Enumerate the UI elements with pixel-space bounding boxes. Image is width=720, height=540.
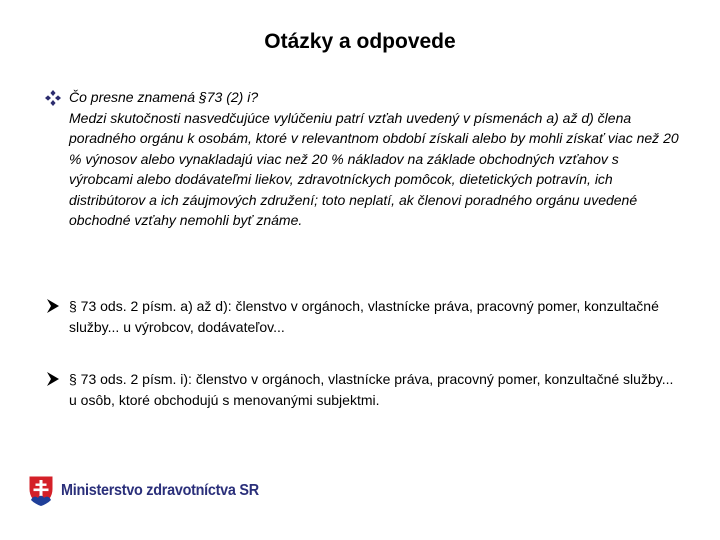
- list-item-text: § 73 ods. 2 písm. i): členstvo v orgánoch, vlastnícke práva, pracovný pomer, konzultačné služby... u osôb, ktoré obchodujú s menovanými subjektmi.: [69, 371, 674, 408]
- slovak-coat-of-arms-icon: [28, 475, 54, 507]
- ministry-name: Ministerstvo zdravotníctva SR: [61, 482, 259, 499]
- list-item: [44, 296, 684, 337]
- list-item: [44, 369, 684, 410]
- diamond-quad-bullet-icon: [44, 89, 62, 107]
- question-text: Čo presne znamená §73 (2) i?: [69, 89, 259, 105]
- list-item-text: § 73 ods. 2 písm. a) až d): členstvo v orgánoch, vlastnícke práva, pracovný pomer, konzultačné služby... u výrobcov, dodávateľov...: [69, 298, 659, 335]
- arrow-right-bullet-icon: [44, 297, 62, 315]
- answer-text: Medzi skutočnosti nasvedčujúce vylúčeniu patrí vzťah uvedený v písmenách a) až d) člena poradného orgánu k osobám, ktoré v relevantnom období získali alebo by mohli získať viac než 20 % výnosov alebo vynakladajú viac než 20 % nákladov na základe obchodných vzťahov s výrobcami alebo dodávateľmi liekov, zdravotníckych pomôcok, dietetických potravín, ich distribútorov a ich záujmových združení; toto neplatí, ak členovi poradného orgánu uvedené obchodné vzťahy nemohli byť známe.: [69, 109, 679, 228]
- question-item: [44, 87, 684, 231]
- arrow-right-bullet-icon: [44, 370, 62, 388]
- slide-title: Otázky a odpovede: [264, 30, 456, 53]
- ministry-logo: [28, 474, 281, 508]
